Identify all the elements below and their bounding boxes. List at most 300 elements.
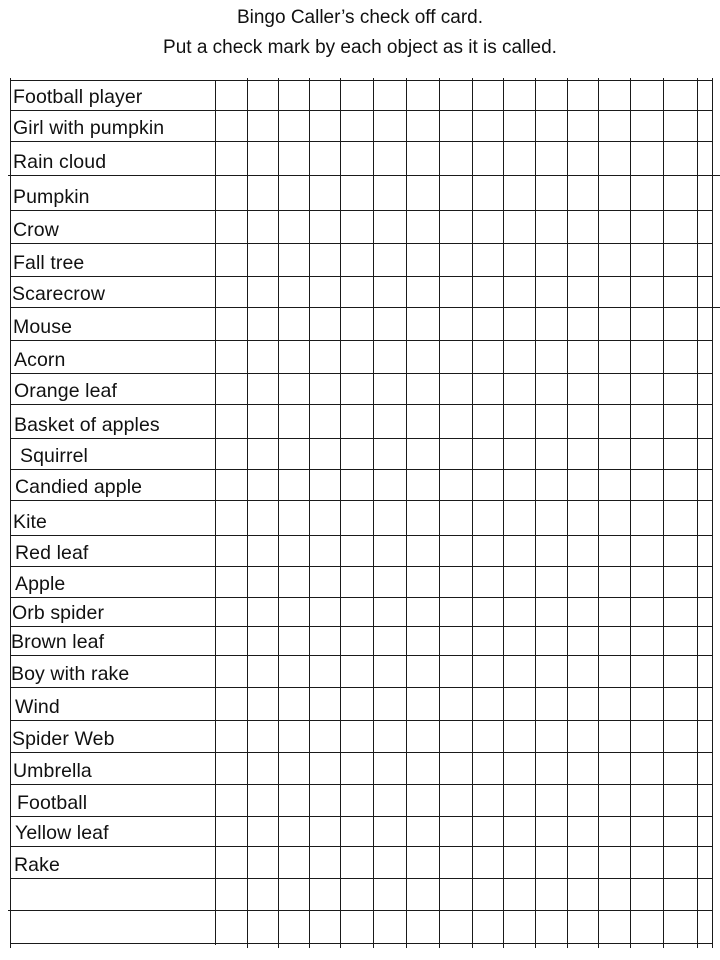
- check-cell[interactable]: [440, 176, 472, 210]
- check-cell[interactable]: [599, 176, 630, 210]
- check-cell[interactable]: [374, 627, 406, 655]
- check-cell[interactable]: [440, 847, 472, 878]
- check-cell[interactable]: [310, 847, 340, 878]
- check-cell[interactable]: [374, 656, 406, 687]
- check-cell[interactable]: [440, 374, 472, 404]
- check-cell[interactable]: [631, 111, 663, 141]
- check-cell[interactable]: [374, 753, 406, 784]
- check-cell[interactable]: [631, 656, 663, 687]
- check-cell[interactable]: [698, 598, 712, 626]
- check-cell[interactable]: [568, 817, 598, 846]
- check-cell[interactable]: [504, 688, 535, 720]
- check-cell[interactable]: [536, 598, 567, 626]
- check-cell[interactable]: [216, 911, 247, 943]
- check-cell[interactable]: [341, 567, 373, 597]
- check-cell[interactable]: [248, 176, 278, 210]
- check-cell[interactable]: [504, 627, 535, 655]
- check-cell[interactable]: [310, 308, 340, 340]
- check-cell[interactable]: [440, 439, 472, 469]
- check-cell[interactable]: [536, 374, 567, 404]
- check-cell[interactable]: [341, 308, 373, 340]
- check-cell[interactable]: [568, 341, 598, 373]
- check-cell[interactable]: [631, 341, 663, 373]
- check-cell[interactable]: [698, 879, 712, 910]
- check-cell[interactable]: [440, 277, 472, 307]
- check-cell[interactable]: [504, 598, 535, 626]
- check-cell[interactable]: [279, 176, 309, 210]
- check-cell[interactable]: [568, 753, 598, 784]
- check-cell[interactable]: [440, 111, 472, 141]
- check-cell[interactable]: [341, 688, 373, 720]
- check-cell[interactable]: [341, 911, 373, 943]
- check-cell[interactable]: [310, 627, 340, 655]
- check-cell[interactable]: [473, 911, 503, 943]
- check-cell[interactable]: [279, 656, 309, 687]
- check-cell[interactable]: [341, 405, 373, 438]
- check-cell[interactable]: [374, 785, 406, 816]
- check-cell[interactable]: [310, 753, 340, 784]
- check-cell[interactable]: [631, 470, 663, 500]
- check-cell[interactable]: [473, 656, 503, 687]
- check-cell[interactable]: [568, 405, 598, 438]
- check-cell[interactable]: [568, 176, 598, 210]
- check-cell[interactable]: [341, 501, 373, 535]
- check-cell[interactable]: [248, 536, 278, 566]
- check-cell[interactable]: [407, 501, 439, 535]
- check-cell[interactable]: [310, 470, 340, 500]
- check-cell[interactable]: [279, 277, 309, 307]
- check-cell[interactable]: [279, 911, 309, 943]
- check-cell[interactable]: [664, 470, 697, 500]
- check-cell[interactable]: [698, 656, 712, 687]
- check-cell[interactable]: [599, 785, 630, 816]
- check-cell[interactable]: [341, 374, 373, 404]
- check-cell[interactable]: [599, 81, 630, 110]
- check-cell[interactable]: [568, 688, 598, 720]
- check-cell[interactable]: [698, 308, 712, 340]
- check-cell[interactable]: [407, 308, 439, 340]
- check-cell[interactable]: [279, 405, 309, 438]
- check-cell[interactable]: [568, 879, 598, 910]
- check-cell[interactable]: [407, 211, 439, 243]
- check-cell[interactable]: [216, 598, 247, 626]
- check-cell[interactable]: [568, 598, 598, 626]
- check-cell[interactable]: [599, 308, 630, 340]
- check-cell[interactable]: [504, 111, 535, 141]
- check-cell[interactable]: [407, 567, 439, 597]
- check-cell[interactable]: [504, 176, 535, 210]
- check-cell[interactable]: [341, 598, 373, 626]
- check-cell[interactable]: [473, 753, 503, 784]
- check-cell[interactable]: [310, 567, 340, 597]
- check-cell[interactable]: [407, 817, 439, 846]
- check-cell[interactable]: [374, 598, 406, 626]
- check-cell[interactable]: [631, 598, 663, 626]
- check-cell[interactable]: [473, 142, 503, 175]
- check-cell[interactable]: [698, 277, 712, 307]
- check-cell[interactable]: [440, 656, 472, 687]
- check-cell[interactable]: [664, 176, 697, 210]
- check-cell[interactable]: [407, 176, 439, 210]
- check-cell[interactable]: [248, 470, 278, 500]
- check-cell[interactable]: [599, 142, 630, 175]
- check-cell[interactable]: [536, 627, 567, 655]
- check-cell[interactable]: [248, 598, 278, 626]
- check-cell[interactable]: [473, 341, 503, 373]
- check-cell[interactable]: [248, 341, 278, 373]
- check-cell[interactable]: [599, 244, 630, 276]
- check-cell[interactable]: [279, 142, 309, 175]
- check-cell[interactable]: [440, 536, 472, 566]
- check-cell[interactable]: [698, 374, 712, 404]
- check-cell[interactable]: [216, 847, 247, 878]
- check-cell[interactable]: [310, 277, 340, 307]
- check-cell[interactable]: [310, 598, 340, 626]
- check-cell[interactable]: [374, 879, 406, 910]
- check-cell[interactable]: [279, 308, 309, 340]
- check-cell[interactable]: [568, 501, 598, 535]
- check-cell[interactable]: [664, 341, 697, 373]
- check-cell[interactable]: [248, 142, 278, 175]
- check-cell[interactable]: [664, 817, 697, 846]
- check-cell[interactable]: [374, 911, 406, 943]
- check-cell[interactable]: [631, 244, 663, 276]
- check-cell[interactable]: [440, 598, 472, 626]
- check-cell[interactable]: [664, 598, 697, 626]
- check-cell[interactable]: [568, 911, 598, 943]
- check-cell[interactable]: [631, 277, 663, 307]
- check-cell[interactable]: [698, 341, 712, 373]
- check-cell[interactable]: [631, 211, 663, 243]
- check-cell[interactable]: [664, 627, 697, 655]
- check-cell[interactable]: [631, 567, 663, 597]
- check-cell[interactable]: [698, 721, 712, 752]
- check-cell[interactable]: [310, 817, 340, 846]
- check-cell[interactable]: [374, 308, 406, 340]
- check-cell[interactable]: [664, 81, 697, 110]
- check-cell[interactable]: [216, 879, 247, 910]
- check-cell[interactable]: [631, 879, 663, 910]
- check-cell[interactable]: [248, 439, 278, 469]
- check-cell[interactable]: [279, 341, 309, 373]
- check-cell[interactable]: [664, 911, 697, 943]
- check-cell[interactable]: [664, 211, 697, 243]
- check-cell[interactable]: [440, 879, 472, 910]
- check-cell[interactable]: [279, 567, 309, 597]
- check-cell[interactable]: [407, 911, 439, 943]
- check-cell[interactable]: [216, 374, 247, 404]
- check-cell[interactable]: [568, 627, 598, 655]
- check-cell[interactable]: [216, 785, 247, 816]
- check-cell[interactable]: [216, 308, 247, 340]
- check-cell[interactable]: [341, 211, 373, 243]
- check-cell[interactable]: [664, 405, 697, 438]
- check-cell[interactable]: [536, 341, 567, 373]
- check-cell[interactable]: [440, 627, 472, 655]
- check-cell[interactable]: [374, 688, 406, 720]
- check-cell[interactable]: [440, 244, 472, 276]
- check-cell[interactable]: [216, 753, 247, 784]
- check-cell[interactable]: [631, 911, 663, 943]
- check-cell[interactable]: [216, 244, 247, 276]
- check-cell[interactable]: [536, 879, 567, 910]
- check-cell[interactable]: [440, 142, 472, 175]
- check-cell[interactable]: [374, 341, 406, 373]
- check-cell[interactable]: [248, 879, 278, 910]
- check-cell[interactable]: [440, 308, 472, 340]
- check-cell[interactable]: [698, 176, 712, 210]
- check-cell[interactable]: [536, 753, 567, 784]
- check-cell[interactable]: [664, 374, 697, 404]
- check-cell[interactable]: [536, 911, 567, 943]
- check-cell[interactable]: [473, 111, 503, 141]
- check-cell[interactable]: [568, 567, 598, 597]
- check-cell[interactable]: [698, 439, 712, 469]
- check-cell[interactable]: [504, 308, 535, 340]
- check-cell[interactable]: [536, 688, 567, 720]
- check-cell[interactable]: [631, 176, 663, 210]
- check-cell[interactable]: [631, 439, 663, 469]
- check-cell[interactable]: [374, 211, 406, 243]
- check-cell[interactable]: [664, 879, 697, 910]
- check-cell[interactable]: [407, 81, 439, 110]
- check-cell[interactable]: [374, 405, 406, 438]
- check-cell[interactable]: [599, 847, 630, 878]
- check-cell[interactable]: [504, 81, 535, 110]
- check-cell[interactable]: [568, 81, 598, 110]
- check-cell[interactable]: [504, 244, 535, 276]
- check-cell[interactable]: [568, 374, 598, 404]
- check-cell[interactable]: [440, 721, 472, 752]
- check-cell[interactable]: [279, 753, 309, 784]
- check-cell[interactable]: [568, 439, 598, 469]
- check-cell[interactable]: [504, 211, 535, 243]
- check-cell[interactable]: [631, 627, 663, 655]
- check-cell[interactable]: [536, 817, 567, 846]
- check-cell[interactable]: [440, 688, 472, 720]
- check-cell[interactable]: [341, 536, 373, 566]
- check-cell[interactable]: [374, 567, 406, 597]
- check-cell[interactable]: [216, 567, 247, 597]
- check-cell[interactable]: [279, 81, 309, 110]
- check-cell[interactable]: [374, 847, 406, 878]
- check-cell[interactable]: [310, 536, 340, 566]
- check-cell[interactable]: [698, 142, 712, 175]
- check-cell[interactable]: [216, 405, 247, 438]
- check-cell[interactable]: [440, 817, 472, 846]
- check-cell[interactable]: [664, 536, 697, 566]
- check-cell[interactable]: [407, 341, 439, 373]
- check-cell[interactable]: [248, 111, 278, 141]
- check-cell[interactable]: [599, 211, 630, 243]
- check-cell[interactable]: [473, 721, 503, 752]
- check-cell[interactable]: [341, 847, 373, 878]
- check-cell[interactable]: [698, 244, 712, 276]
- check-cell[interactable]: [536, 308, 567, 340]
- check-cell[interactable]: [341, 244, 373, 276]
- check-cell[interactable]: [440, 211, 472, 243]
- check-cell[interactable]: [504, 753, 535, 784]
- check-cell[interactable]: [407, 470, 439, 500]
- check-cell[interactable]: [631, 536, 663, 566]
- check-cell[interactable]: [407, 753, 439, 784]
- check-cell[interactable]: [407, 688, 439, 720]
- check-cell[interactable]: [504, 721, 535, 752]
- check-cell[interactable]: [504, 277, 535, 307]
- check-cell[interactable]: [248, 81, 278, 110]
- check-cell[interactable]: [698, 688, 712, 720]
- check-cell[interactable]: [536, 81, 567, 110]
- check-cell[interactable]: [248, 753, 278, 784]
- check-cell[interactable]: [568, 308, 598, 340]
- check-cell[interactable]: [473, 308, 503, 340]
- check-cell[interactable]: [473, 847, 503, 878]
- check-cell[interactable]: [248, 308, 278, 340]
- check-cell[interactable]: [599, 753, 630, 784]
- check-cell[interactable]: [599, 598, 630, 626]
- check-cell[interactable]: [440, 341, 472, 373]
- check-cell[interactable]: [216, 656, 247, 687]
- check-cell[interactable]: [279, 374, 309, 404]
- check-cell[interactable]: [536, 405, 567, 438]
- check-cell[interactable]: [599, 879, 630, 910]
- check-cell[interactable]: [440, 911, 472, 943]
- check-cell[interactable]: [536, 470, 567, 500]
- check-cell[interactable]: [631, 501, 663, 535]
- check-cell[interactable]: [473, 405, 503, 438]
- check-cell[interactable]: [310, 341, 340, 373]
- check-cell[interactable]: [473, 785, 503, 816]
- check-cell[interactable]: [279, 879, 309, 910]
- check-cell[interactable]: [341, 439, 373, 469]
- check-cell[interactable]: [341, 142, 373, 175]
- check-cell[interactable]: [341, 656, 373, 687]
- check-cell[interactable]: [473, 879, 503, 910]
- check-cell[interactable]: [341, 341, 373, 373]
- check-cell[interactable]: [407, 277, 439, 307]
- check-cell[interactable]: [374, 501, 406, 535]
- check-cell[interactable]: [248, 277, 278, 307]
- check-cell[interactable]: [473, 470, 503, 500]
- check-cell[interactable]: [631, 405, 663, 438]
- check-cell[interactable]: [473, 817, 503, 846]
- check-cell[interactable]: [664, 501, 697, 535]
- check-cell[interactable]: [568, 277, 598, 307]
- check-cell[interactable]: [536, 567, 567, 597]
- check-cell[interactable]: [599, 721, 630, 752]
- check-cell[interactable]: [374, 721, 406, 752]
- check-cell[interactable]: [407, 536, 439, 566]
- check-cell[interactable]: [504, 911, 535, 943]
- check-cell[interactable]: [536, 211, 567, 243]
- check-cell[interactable]: [698, 847, 712, 878]
- check-cell[interactable]: [631, 721, 663, 752]
- check-cell[interactable]: [279, 439, 309, 469]
- check-cell[interactable]: [504, 341, 535, 373]
- check-cell[interactable]: [473, 439, 503, 469]
- check-cell[interactable]: [374, 536, 406, 566]
- check-cell[interactable]: [631, 142, 663, 175]
- check-cell[interactable]: [568, 847, 598, 878]
- check-cell[interactable]: [374, 374, 406, 404]
- check-cell[interactable]: [698, 567, 712, 597]
- check-cell[interactable]: [631, 785, 663, 816]
- check-cell[interactable]: [473, 211, 503, 243]
- check-cell[interactable]: [310, 244, 340, 276]
- check-cell[interactable]: [440, 470, 472, 500]
- check-cell[interactable]: [536, 785, 567, 816]
- check-cell[interactable]: [310, 911, 340, 943]
- check-cell[interactable]: [631, 817, 663, 846]
- check-cell[interactable]: [599, 656, 630, 687]
- check-cell[interactable]: [248, 627, 278, 655]
- check-cell[interactable]: [279, 111, 309, 141]
- check-cell[interactable]: [248, 688, 278, 720]
- check-cell[interactable]: [473, 244, 503, 276]
- check-cell[interactable]: [310, 111, 340, 141]
- check-cell[interactable]: [504, 847, 535, 878]
- check-cell[interactable]: [374, 277, 406, 307]
- check-cell[interactable]: [568, 470, 598, 500]
- check-cell[interactable]: [248, 817, 278, 846]
- check-cell[interactable]: [374, 81, 406, 110]
- check-cell[interactable]: [599, 688, 630, 720]
- check-cell[interactable]: [536, 176, 567, 210]
- check-cell[interactable]: [664, 567, 697, 597]
- check-cell[interactable]: [664, 308, 697, 340]
- check-cell[interactable]: [568, 785, 598, 816]
- check-cell[interactable]: [341, 470, 373, 500]
- check-cell[interactable]: [407, 374, 439, 404]
- check-cell[interactable]: [216, 211, 247, 243]
- check-cell[interactable]: [568, 536, 598, 566]
- check-cell[interactable]: [279, 536, 309, 566]
- check-cell[interactable]: [216, 439, 247, 469]
- check-cell[interactable]: [341, 277, 373, 307]
- check-cell[interactable]: [279, 785, 309, 816]
- check-cell[interactable]: [279, 817, 309, 846]
- check-cell[interactable]: [341, 879, 373, 910]
- check-cell[interactable]: [248, 374, 278, 404]
- check-cell[interactable]: [407, 598, 439, 626]
- check-cell[interactable]: [504, 817, 535, 846]
- check-cell[interactable]: [664, 785, 697, 816]
- check-cell[interactable]: [599, 405, 630, 438]
- check-cell[interactable]: [568, 721, 598, 752]
- check-cell[interactable]: [248, 567, 278, 597]
- check-cell[interactable]: [664, 847, 697, 878]
- check-cell[interactable]: [568, 656, 598, 687]
- check-cell[interactable]: [473, 688, 503, 720]
- check-cell[interactable]: [536, 439, 567, 469]
- check-cell[interactable]: [631, 81, 663, 110]
- check-cell[interactable]: [279, 211, 309, 243]
- check-cell[interactable]: [374, 142, 406, 175]
- check-cell[interactable]: [341, 785, 373, 816]
- check-cell[interactable]: [216, 341, 247, 373]
- check-cell[interactable]: [698, 111, 712, 141]
- check-cell[interactable]: [216, 536, 247, 566]
- check-cell[interactable]: [504, 374, 535, 404]
- check-cell[interactable]: [599, 341, 630, 373]
- check-cell[interactable]: [599, 439, 630, 469]
- check-cell[interactable]: [279, 598, 309, 626]
- check-cell[interactable]: [279, 244, 309, 276]
- check-cell[interactable]: [599, 536, 630, 566]
- check-cell[interactable]: [310, 81, 340, 110]
- check-cell[interactable]: [341, 81, 373, 110]
- check-cell[interactable]: [216, 111, 247, 141]
